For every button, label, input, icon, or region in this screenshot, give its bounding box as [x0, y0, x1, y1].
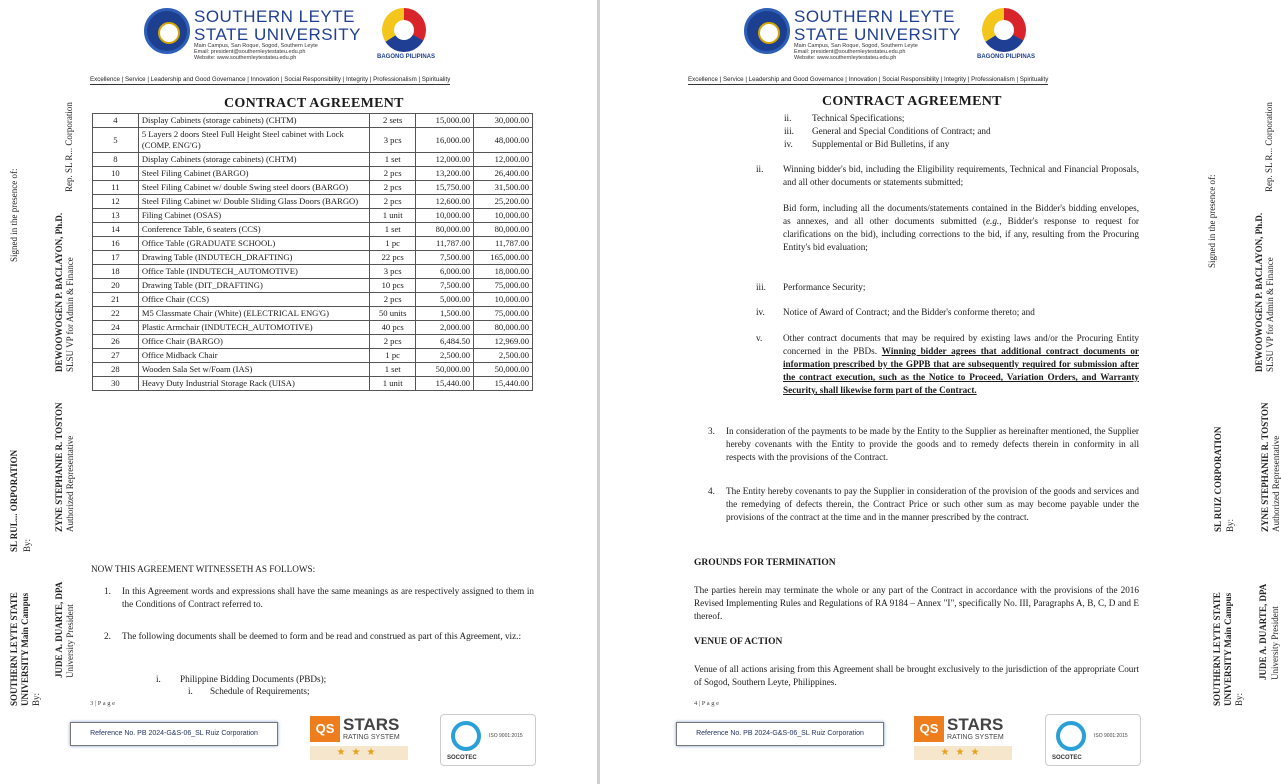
cell-no: 27 [93, 349, 139, 363]
cell-qty: 1 unit [370, 209, 416, 223]
cell-total: 48,000.00 [474, 128, 533, 153]
cell-desc: Filing Cabinet (OSAS) [138, 209, 369, 223]
university-name-right: SOUTHERN LEYTE STATE UNIVERSITY Main Campus, San Roque, Sogod, Southern Leyte Email: president@southernleytestateu.edu.ph Website: www.southernleytestateu.edu.ph [794, 7, 962, 62]
items-table [92, 113, 533, 391]
core-values: Excellence | Service | Leadership and Good Governance | Innovation | Social Responsibility | Integrity | Professionalism | Spirituality [90, 76, 451, 83]
page-left [0, 0, 597, 784]
cell-price: 6,484.50 [416, 335, 474, 349]
table-row [93, 114, 533, 128]
table-row [93, 349, 533, 363]
bagong-pilipinas-icon [982, 8, 1026, 52]
cell-total: 18,000.00 [474, 265, 533, 279]
cell-qty: 22 pcs [370, 251, 416, 265]
cell-qty: 3 pcs [370, 128, 416, 153]
cell-qty: 10 pcs [370, 279, 416, 293]
table-row [93, 223, 533, 237]
cell-total: 80,000.00 [474, 223, 533, 237]
cell-price: 50,000.00 [416, 363, 474, 377]
cell-price: 15,440.00 [416, 377, 474, 391]
rep-title: Authorized Representative [65, 435, 75, 532]
table-row [93, 251, 533, 265]
table-row [93, 321, 533, 335]
cell-desc: Drawing Table (DIT_DRAFTING) [138, 279, 369, 293]
cell-total: 25,200.00 [474, 195, 533, 209]
cell-total: 26,400.00 [474, 167, 533, 181]
socotec-ring-icon [1056, 721, 1086, 751]
cell-total: 75,000.00 [474, 279, 533, 293]
letterhead [140, 8, 460, 66]
letterhead-right [740, 8, 1060, 66]
cell-no: 14 [93, 223, 139, 237]
rep-name-right: ZYNE STEPHANIE R. TOSTON [1260, 402, 1270, 532]
cell-price: 16,000.00 [416, 128, 474, 153]
page-title: CONTRACT AGREEMENT [224, 96, 404, 111]
table-row [93, 335, 533, 349]
socotec-ring-icon [451, 721, 481, 751]
by-label: By: [22, 538, 32, 552]
vp-name: DEWOOWOGEN P. BACLAYON, Ph.D. [54, 212, 64, 372]
page-title-right: CONTRACT AGREEMENT [822, 94, 1002, 109]
cell-price: 6,000.00 [416, 265, 474, 279]
cell-no: 8 [93, 153, 139, 167]
grounds-heading: GROUNDS FOR TERMINATION [694, 558, 836, 568]
cell-price: 15,000.00 [416, 114, 474, 128]
cell-qty: 2 sets [370, 114, 416, 128]
cell-desc: M5 Classmate Chair (White) (ELECTRICAL ENG'G) [138, 307, 369, 321]
paragraph-4: 4. The Entity hereby covenants to pay the Supplier in consideration of the provision of the goods and services and the remedying of defects therein, the Contract Price or such other sum as may become payable under the provisions of the contract at the time and in the manner prescribed by the contract. [708, 486, 1139, 522]
cell-price: 7,500.00 [416, 251, 474, 265]
cell-total: 11,787.00 [474, 237, 533, 251]
cell-no: 30 [93, 377, 139, 391]
university-sign-right-2: UNIVERSITY Main Campus [1223, 592, 1233, 706]
cell-desc: Steel Filing Cabinet w/ double Swing steel doors (BARGO) [138, 181, 369, 195]
cell-price: 13,200.00 [416, 167, 474, 181]
star-icon: ★★★ [310, 746, 408, 760]
table-row [93, 293, 533, 307]
signed-presence-label: Signed in the presence of: [9, 168, 19, 262]
stars-rating-logo-right: QS STARS RATING SYSTEM ★★★ [914, 716, 1012, 762]
bagong-pilipinas-logo: BAGONG PILIPINAS [376, 8, 432, 66]
cell-no: 26 [93, 335, 139, 349]
cell-qty: 1 set [370, 363, 416, 377]
reference-number-right: Reference No. PB 2024-G&S-06_SL Ruiz Corporation [676, 722, 884, 746]
by-label-right-2: By: [1234, 692, 1244, 706]
venue-heading: VENUE OF ACTION [694, 637, 783, 647]
rep-corp-label-right: Rep. SL R... Corporation [1264, 102, 1274, 192]
sub-item-i: i. Philippine Bidding Documents (PBDs); [156, 674, 327, 684]
cell-no: 18 [93, 265, 139, 279]
rep-corp-label: Rep. SL R... Corporation [64, 102, 74, 192]
bagong-pilipinas-logo-right: BAGONG PILIPINAS [976, 8, 1032, 66]
president-name: JUDE A. DUARTE, DPA [54, 581, 64, 678]
cell-qty: 1 pc [370, 349, 416, 363]
page-number-right: 4 | P a g e [694, 700, 720, 707]
cell-desc: Display Cabinets (storage cabinets) (CHTM) [138, 114, 369, 128]
table-row [93, 265, 533, 279]
rep-name: ZYNE STEPHANIE R. TOSTON [54, 402, 64, 532]
vp-title-right: SLSU VP for Admin & Finance [1265, 257, 1275, 372]
university-sign-right: SOUTHERN LEYTE STATE [1212, 592, 1222, 706]
r-item-ii: ii. Technical Specifications; [784, 113, 905, 123]
cell-total: 10,000.00 [474, 209, 533, 223]
venue-text: Venue of all actions arising from this Agreement shall be brought exclusively to the jurisdiction of the appropriate Court of Sogod, Southern Leyte, Philippines. [694, 664, 1139, 687]
president-title: University President [65, 604, 75, 678]
socotec-logo-right: ISO 9001:2015 SOCOTEC [1045, 714, 1141, 766]
table-row [93, 181, 533, 195]
cell-total: 31,500.00 [474, 181, 533, 195]
table-row [93, 167, 533, 181]
cell-no: 21 [93, 293, 139, 307]
university-name: SOUTHERN LEYTE STATE UNIVERSITY Main Campus, San Roque, Sogod, Southern Leyte Email: president@southernleytestateu.edu.ph Website: www.southernleytestateu.edu.ph [194, 7, 362, 62]
cell-no: 24 [93, 321, 139, 335]
cell-desc: Office Chair (CCS) [138, 293, 369, 307]
cell-price: 12,000.00 [416, 153, 474, 167]
cell-qty: 1 unit [370, 377, 416, 391]
cell-desc: Steel Filing Cabinet w/ Double Sliding Glass Doors (BARGO) [138, 195, 369, 209]
cell-qty: 2 pcs [370, 181, 416, 195]
cell-desc: Heavy Duty Industrial Storage Rack (UISA) [138, 377, 369, 391]
cell-no: 28 [93, 363, 139, 377]
table-row [93, 279, 533, 293]
table-row [93, 363, 533, 377]
signed-presence-label-right: Signed in the presence of: [1207, 174, 1217, 268]
cell-no: 12 [93, 195, 139, 209]
cell-price: 7,500.00 [416, 279, 474, 293]
cell-no: 13 [93, 209, 139, 223]
cell-total: 50,000.00 [474, 363, 533, 377]
paragraph-1: 1. In this Agreement words and expressions shall have the same meanings as are respectively assigned to them in the Conditions of Contract referred to. [104, 586, 534, 609]
cell-qty: 2 pcs [370, 195, 416, 209]
by-label-2: By: [31, 692, 41, 706]
cell-total: 165,000.00 [474, 251, 533, 265]
cell-total: 75,000.00 [474, 307, 533, 321]
cell-desc: Office Table (GRADUATE SCHOOL) [138, 237, 369, 251]
b-item-ii: ii. Winning bidder's bid, including the Eligibility requirements, Technical and Financial Proposals, and all other documents or statements submitted; [756, 164, 1139, 187]
cell-qty: 2 pcs [370, 167, 416, 181]
cell-no: 5 [93, 128, 139, 153]
b-item-iv: iv. Notice of Award of Contract; and the Bidder's conforme thereto; and [756, 307, 1035, 317]
b-item-v: v. Other contract documents that may be required by existing laws and/or the Procuring Entity concerned in the PBDs. Winning bidder agrees that additional contract documents or information prescribed by the GPPB that are subsequently required for submission after the contract execution, such as the Notice to Proceed, Variation Orders, and Warranty Security, shall likewise form part of the Contract. [756, 333, 1139, 395]
university-seal-icon [144, 8, 190, 54]
cell-qty: 1 set [370, 153, 416, 167]
reference-number: Reference No. PB 2024-G&S-06_SL Ruiz Corporation [70, 722, 278, 746]
president-name-right: JUDE A. DUARTE, DPA [1258, 583, 1268, 680]
university-sign-2: UNIVERSITY Main Campus [20, 592, 30, 706]
table-row [93, 307, 533, 321]
university-sign: SOUTHERN LEYTE STATE [9, 592, 19, 706]
cell-total: 80,000.00 [474, 321, 533, 335]
cell-qty: 50 units [370, 307, 416, 321]
cell-qty: 3 pcs [370, 265, 416, 279]
vp-name-right: DEWOOWOGEN P. BACLAYON, Ph.D. [1254, 212, 1264, 372]
cell-desc: Office Midback Chair [138, 349, 369, 363]
b-item-iii: iii. Performance Security; [756, 282, 866, 292]
cell-desc: 5 Layers 2 doors Steel Full Height Steel cabinet with Lock (COMP. ENG'G) [138, 128, 369, 153]
cell-price: 15,750.00 [416, 181, 474, 195]
corp-name: SL RUL... ORPORATION [9, 449, 19, 552]
cell-price: 80,000.00 [416, 223, 474, 237]
bagong-pilipinas-icon [382, 8, 426, 52]
r-item-iii: iii. General and Special Conditions of Contract; and [784, 126, 991, 136]
table-row [93, 153, 533, 167]
cell-desc: Steel Filing Cabinet (BARGO) [138, 167, 369, 181]
cell-desc: Plastic Armchair (INDUTECH_AUTOMOTIVE) [138, 321, 369, 335]
cell-total: 2,500.00 [474, 349, 533, 363]
cell-price: 5,000.00 [416, 293, 474, 307]
rep-title-right: Authorized Representative [1271, 435, 1281, 532]
table-row [93, 377, 533, 391]
table-row [93, 195, 533, 209]
cell-total: 12,969.00 [474, 335, 533, 349]
cell-no: 20 [93, 279, 139, 293]
cell-price: 12,600.00 [416, 195, 474, 209]
r-item-iv: iv. Supplemental or Bid Bulletins, if any [784, 139, 950, 149]
cell-total: 10,000.00 [474, 293, 533, 307]
grounds-text: The parties herein may terminate the whole or any part of the Contract in accordance with the provisions of the 2016 Revised Implementing Rules and Regulations of RA 9184 – Annex "I", specifically No. III, Paragraphs A, B, C, D and E thereof. [694, 585, 1139, 621]
cell-no: 11 [93, 181, 139, 195]
cell-qty: 1 pc [370, 237, 416, 251]
university-seal-icon [744, 8, 790, 54]
cell-desc: Drawing Table (INDUTECH_DRAFTING) [138, 251, 369, 265]
witnesseth: NOW THIS AGREEMENT WITNESSETH AS FOLLOWS: [91, 564, 316, 574]
cell-no: 10 [93, 167, 139, 181]
cell-total: 30,000.00 [474, 114, 533, 128]
cell-desc: Wooden Sala Set w/Foam (IAS) [138, 363, 369, 377]
by-label-right: By: [1225, 518, 1235, 532]
cell-price: 2,000.00 [416, 321, 474, 335]
president-title-right: University President [1270, 606, 1280, 680]
cell-qty: 2 pcs [370, 335, 416, 349]
core-values-right: Excellence | Service | Leadership and Good Governance | Innovation | Social Responsibility | Integrity | Professionalism | Spirituality [688, 76, 1049, 83]
table-row [93, 209, 533, 223]
cell-no: 17 [93, 251, 139, 265]
cell-price: 10,000.00 [416, 209, 474, 223]
sub-item-i-i: i. Schedule of Requirements; [188, 686, 310, 696]
cell-qty: 1 set [370, 223, 416, 237]
cell-qty: 2 pcs [370, 293, 416, 307]
cell-qty: 40 pcs [370, 321, 416, 335]
stars-rating-logo: QS STARS RATING SYSTEM ★★★ [310, 716, 408, 762]
vp-title: SLSU VP for Admin & Finance [65, 257, 75, 372]
corp-name-right: SL RUIZ CORPORATION [1213, 426, 1223, 532]
paragraph-2: 2. The following documents shall be deemed to form and be read and construed as part of this Agreement, viz.: [104, 631, 522, 641]
paragraph-3: 3. In consideration of the payments to be made by the Entity to the Supplier as hereinafter mentioned, the Supplier hereby covenants with the Entity to provide the goods and to remedy defects therein in conformity in all respects with the provisions of the Contract. [708, 426, 1139, 462]
cell-price: 2,500.00 [416, 349, 474, 363]
cell-desc: Office Table (INDUTECH_AUTOMOTIVE) [138, 265, 369, 279]
cell-price: 1,500.00 [416, 307, 474, 321]
cell-no: 4 [93, 114, 139, 128]
star-icon: ★★★ [914, 746, 1012, 760]
cell-desc: Conference Table, 6 seaters (CCS) [138, 223, 369, 237]
cell-no: 22 [93, 307, 139, 321]
bid-form-paragraph: Bid form, including all the documents/statements contained in the Bidder's bidding envelopes, as annexes, and all other documents submitted (e.g., Bidder's response to request for clarifications on the bid), including corrections to the bid, if any, resulting from the Procuring Entity's bid evaluation; [783, 203, 1139, 252]
socotec-logo: ISO 9001:2015 SOCOTEC [440, 714, 536, 766]
cell-price: 11,787.00 [416, 237, 474, 251]
cell-total: 15,440.00 [474, 377, 533, 391]
cell-no: 16 [93, 237, 139, 251]
table-row [93, 128, 533, 153]
table-row [93, 237, 533, 251]
cell-desc: Display Cabinets (storage cabinets) (CHTM) [138, 153, 369, 167]
cell-desc: Office Chair (BARGO) [138, 335, 369, 349]
cell-total: 12,000.00 [474, 153, 533, 167]
page-number: 3 | P a g e [90, 700, 116, 707]
